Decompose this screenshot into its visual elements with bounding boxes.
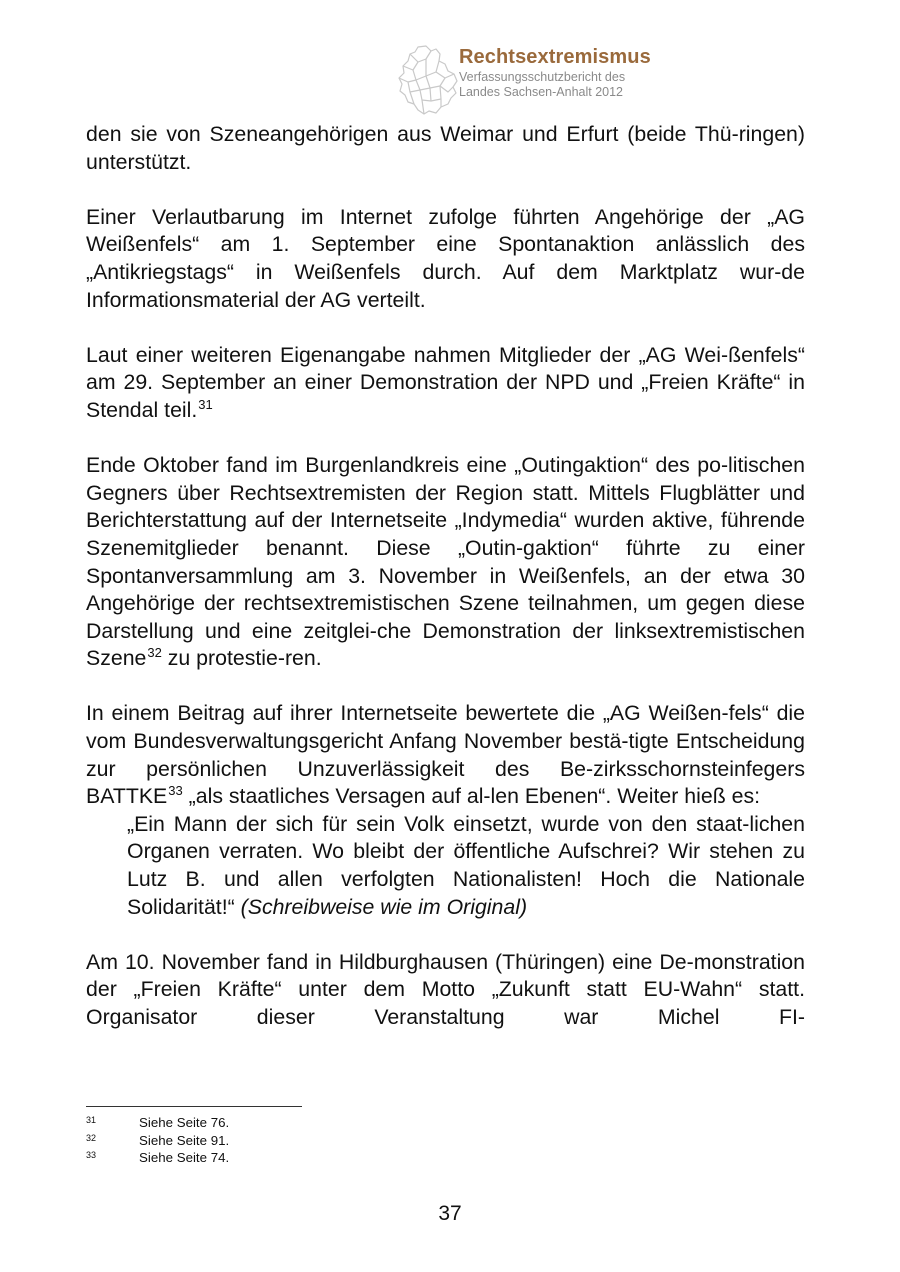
sachsen-anhalt-map-icon xyxy=(396,44,462,116)
footnote-text: Siehe Seite 91. xyxy=(139,1132,230,1148)
footnote-32 xyxy=(86,1132,229,1150)
footnote-number: 33 xyxy=(86,1150,97,1160)
header-subtitle-line2: Landes Sachsen-Anhalt 2012 xyxy=(459,85,624,99)
footnote-ref-31[interactable]: 31 xyxy=(198,396,213,412)
paragraph-4 xyxy=(86,452,805,673)
paragraph-5-text-b: „als staatliches Versagen auf al-len Ebenen“. Weiter hieß es: xyxy=(182,784,761,809)
paragraph-3 xyxy=(86,342,805,425)
footnote-number: 32 xyxy=(86,1132,97,1143)
footnote-number: 31 xyxy=(86,1115,97,1125)
paragraph-4-text-a: Ende Oktober fand im Burgenlandkreis eine „Outingaktion“ des po-litischen Gegners über Rechtsextremisten der Region statt. Mittels Flugblätter und Berichterstattung auf der Internetseite „Indymedia“ wurden aktive, führende Szenemitglieder benannt. Diese „Outin-gaktion“ führte zu einer Spontanversammlung am 3. November in Weißenfels, an der etwa 30 Angehörige der rechtsextremistischen Szene teilnahmen, um gegen diese Darstellung und eine zeitglei-che Demonstration der linksextremistischen Szene xyxy=(86,453,805,671)
quote-block xyxy=(127,811,805,921)
footnote-ref-33[interactable]: 33 xyxy=(168,783,183,799)
header-title: Rechtsextremismus xyxy=(459,46,651,68)
header-subtitle-line1: Verfassungsschutzbericht des xyxy=(459,70,626,84)
page-number: 37 xyxy=(438,1202,462,1225)
body-text xyxy=(86,121,805,1059)
quote-text: „Ein Mann der sich für sein Volk einsetzt, wurde von den staat-lichen Organen verraten. Wo bleibt der öffentliche Aufschrei? Wir stehen zu Lutz B. und allen verfolgten Nationalisten! Hoch die Nationale Solidarität!“ xyxy=(127,811,805,919)
footnote-separator xyxy=(86,1106,302,1107)
paragraph-2: Einer Verlautbarung im Internet zufolge führten Angehörige der „AG Weißenfels“ am 1. September eine Spontanaktion anlässlich des „Antikriegstags“ in Weißenfels durch. Auf dem Marktplatz wur-de Informationsmaterial der AG verteilt. xyxy=(86,204,805,312)
paragraph-5-text-a: In einem Beitrag auf ihrer Internetseite bewertete die „AG Weißen-fels“ die vom Bundesverwaltungsgericht Anfang November bestä-tigte Entscheidung zur persönlichen Unzuverlässigkeit des Be-zirksschornsteinfegers BATTKE xyxy=(86,701,805,809)
footnote-33 xyxy=(86,1149,229,1167)
footnotes xyxy=(86,1114,229,1167)
paragraph-4-text-b: zu protestie-ren. xyxy=(161,646,322,671)
paragraph-3-text: Laut einer weiteren Eigenangabe nahmen Mitglieder der „AG Wei-ßenfels“ am 29. September an einer Demonstration der NPD und „Freien Kräfte“ in Stendal teil. xyxy=(86,342,805,422)
paragraph-6: Am 10. November fand in Hildburghausen (Thüringen) eine De-monstration der „Freien Kräfte“ unter dem Motto „Zukunft statt EU-Wahn“ statt. Organisator dieser Veranstaltung war Michel FI- xyxy=(86,949,805,1029)
footnote-text: Siehe Seite 76. xyxy=(139,1115,230,1130)
quote-note: (Schreibweise wie im Original) xyxy=(240,894,528,919)
footnote-text: Siehe Seite 74. xyxy=(139,1150,230,1165)
footnote-31 xyxy=(86,1114,229,1132)
page-header xyxy=(396,44,696,116)
footnote-ref-32[interactable]: 32 xyxy=(147,645,162,661)
paragraph-1: den sie von Szeneangehörigen aus Weimar und Erfurt (beide Thü-ringen) unterstützt. xyxy=(86,122,805,174)
paragraph-5 xyxy=(86,700,805,810)
